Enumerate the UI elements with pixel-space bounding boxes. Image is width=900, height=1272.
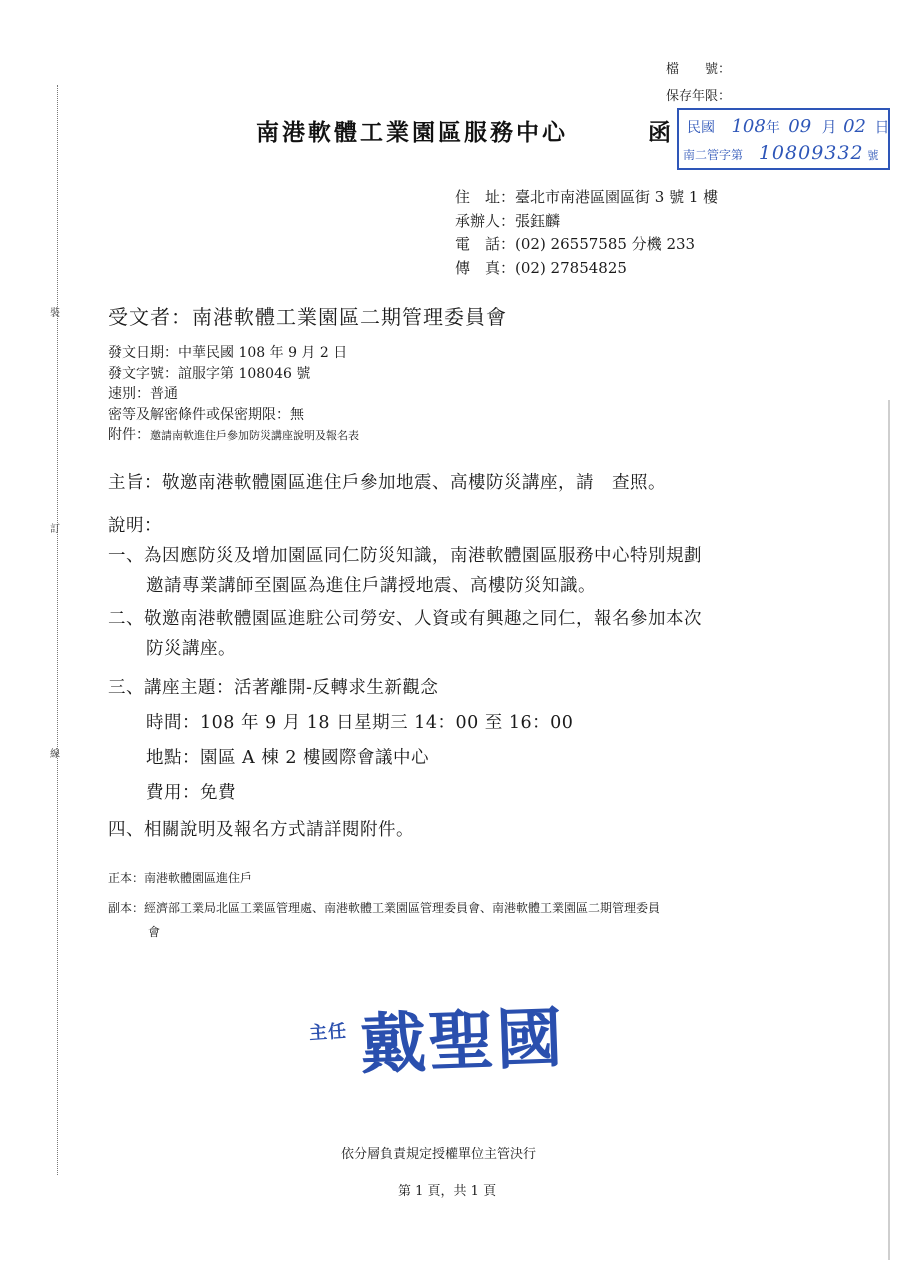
page-indicator: 第 1 頁，共 1 頁 [398,1184,497,1199]
cc-line-1: 副本：經濟部工業局北區工業區管理處、南港軟體工業園區管理委員會、南港軟體工業園區二期管理委員 [108,901,661,915]
document-info [108,343,359,447]
stamp-ref-label: 南二管字第 [683,148,744,162]
item-2-line-2: 防災講座。 [146,639,236,659]
secrecy-level: 密等及解密條件或保密期限：無 [108,406,304,423]
original-recipient: 正本：南港軟體園區進住戶 [108,871,253,885]
stamp-era-label: 民國 [687,120,715,136]
item-1-line-2: 邀請專業講師至園區為進住戶講授地震、高樓防災知識。 [146,576,596,596]
stamp-month-label: 月 [821,118,837,136]
binding-mark-ding: 訂 [50,524,60,535]
stamp-year: 108 [731,116,766,137]
stamp-day: 02 [843,116,866,137]
item-1 [108,541,702,601]
signature-name: 戴聖國 [358,998,566,1084]
receipt-stamp [677,108,890,170]
item-4: 四、相關說明及報名方式請詳閱附件。 [108,820,414,840]
stamp-year-label: 年 [765,120,780,136]
issuing-organization: 南港軟體工業園區服務中心 [256,119,568,146]
speed-class: 速別：普通 [108,386,178,402]
binding-mark-zhuang: 裝 [50,308,60,319]
document-type: 函 [648,119,671,146]
stamp-ref-number: 10809332 [758,142,864,164]
handler-line: 承辦人：張鈺麟 [455,211,561,230]
issue-date: 發文日期：中華民國 108 年 9 月 2 日 [108,345,348,361]
attachment-line [108,425,359,447]
item-2 [108,604,702,664]
file-number-label: 檔 號： [666,62,732,77]
signature-title: 主任 [308,1020,348,1045]
explanation-heading: 說明： [108,516,162,536]
item-3-time: 時間：108 年 9 月 18 日星期三 14：00 至 16：00 [146,713,574,733]
contact-block [455,186,718,280]
issue-number: 發文字號：誼服字第 108046 號 [108,365,311,382]
phone-line: 電 話：(02) 26557585 分機 233 [455,235,696,253]
retention-label: 保存年限： [666,89,732,104]
item-1-line-1: 一、為因應防災及增加園區同仁防災知識，南港軟體園區服務中心特別規劃 [108,546,702,566]
attachment-label: 附件： [108,427,150,443]
cc-line-2: 會 [148,925,161,939]
binding-mark-xian: 線 [50,749,60,760]
item-3-topic: 三、講座主題：活著離開-反轉求生新觀念 [108,678,439,698]
stamp-month: 09 [788,116,812,137]
stamp-ref-suffix: 號 [867,149,879,162]
item-3-place: 地點：園區 A 棟 2 樓國際會議中心 [146,748,430,768]
binding-line [57,85,58,1175]
recipient-line: 受文者：南港軟體工業園區二期管理委員會 [108,305,507,329]
scan-edge [888,400,890,1260]
stamp-day-label: 日 [874,118,890,136]
item-3-fee: 費用：免費 [146,783,236,803]
fax-line: 傳 真：(02) 27854825 [455,258,627,277]
authority-statement: 依分層負責規定授權單位主管決行 [341,1147,537,1162]
address-line: 住 址：臺北市南港區園區街 3 號 1 樓 [455,188,719,206]
subject-line: 主旨：敬邀南港軟體園區進住戶參加地震、高樓防災講座，請 查照。 [108,473,666,493]
attachment-text: 邀請南軟進住戶參加防災講座說明及報名表 [150,429,359,442]
item-2-line-1: 二、敬邀南港軟體園區進駐公司勞安、人資或有興趣之同仁，報名參加本次 [108,609,702,629]
